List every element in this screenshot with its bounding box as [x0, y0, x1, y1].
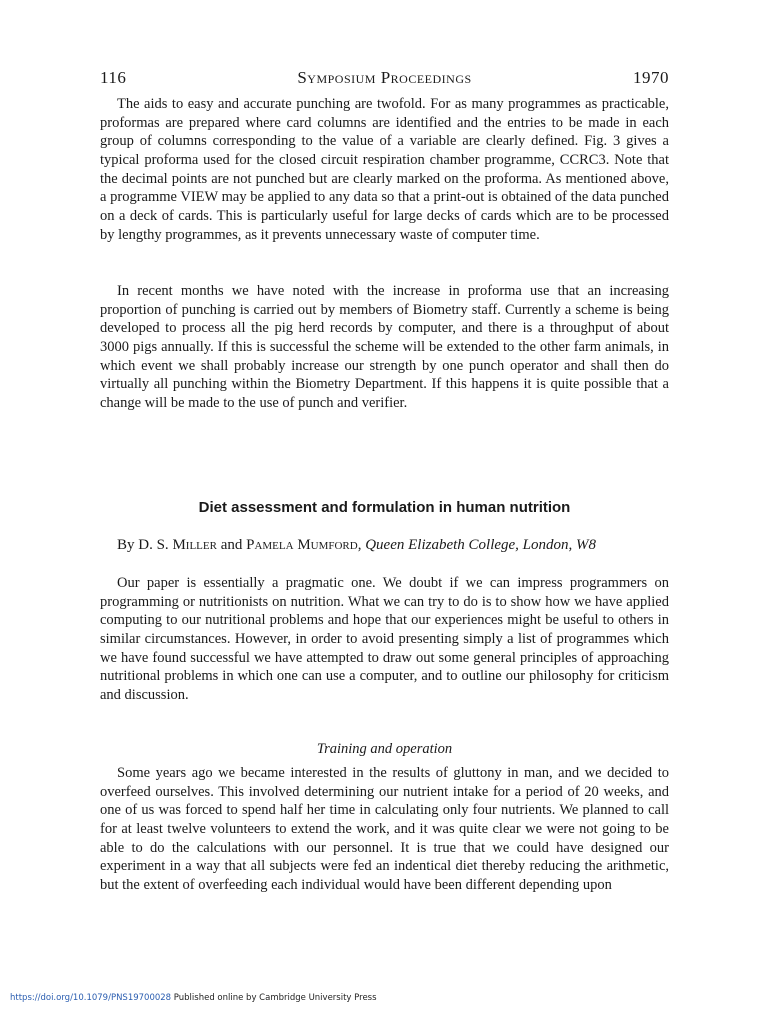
- publication-year: 1970: [633, 68, 669, 87]
- byline-comma: ,: [357, 537, 366, 553]
- byline-and: and: [216, 537, 247, 553]
- paragraph-text: Some years ago we became interested in the results of gluttony in man, and we decided to overfeed ourselves. This involved determining our nutrient intake for a period of 20 weeks, and one of us was forced to spend half her time in calculating only four nutrients. We planned to call for at least twelve volunteers to extend the work, and it was quite clear we were not going to be able to do the calculations with our personnel. It is true that we could have designed our experiment in a way that all subjects were fed an indentical diet thereby reducing the arithmetic, but the extent of overfeeding each individual would have been different depending upon: [100, 765, 669, 893]
- author-mumford: Mumford: [293, 537, 358, 553]
- paragraph-text: Our paper is essentially a pragmatic one. We doubt if we can impress programmers on programming or nutritionists on nutrition. What we can try to do is to show how we have applied computing to our nutritional problems and hope that our experiences might be useful to others in similar circumstances. However, in order to avoid presenting simply a list of programmes which we have found successful we have attempted to draw out some general principles of approaching nutritional problems in which one can use a computer, and to outline our philosophy for criticism and discussion.: [100, 575, 669, 703]
- paragraph-text: In recent months we have noted with the increase in proforma use that an increasing proportion of punching is carried out by members of Biometry staff. Currently a scheme is being developed to process all the pig herd records by computer, and there is a throughput of about 3000 pigs annually. If this is successful the scheme will be extended to the other farm animals, in which event we shall probably increase our strength by one punch operator and shall then do virtually all punching within the Biometry Department. If this happens it is quite possible that a change will be made to the use of punch and verifier.: [100, 283, 669, 411]
- running-title: Symposium Proceedings: [297, 68, 472, 87]
- article-byline: [117, 537, 669, 554]
- running-head: [100, 68, 669, 92]
- doi-link[interactable]: https://doi.org/10.1079/PNS19700028: [10, 993, 172, 1003]
- page-number: 116: [100, 68, 127, 87]
- section-heading: Training and operation: [316, 741, 453, 757]
- paragraph-pragmatic: [100, 574, 669, 705]
- paragraph-text: The aids to easy and accurate punching are twofold. For as many programmes as practicable, proformas are prepared where card columns are identified and the entries to be made in each group of columns corresponding to the value of a variable are clearly defined. Fig. 3 gives a typical proforma used for the closed circuit respiration chamber programme, CCRC3. Note that the decimal points are not punched but are clearly marked on the proforma. As mentioned above, a programme VIEW may be applied to any data so that a print-out is obtained of the data punched on a deck of cards. This is particularly useful for large decks of cards which are to be processed by lengthy programmes, as it prevents unnecessary waste of computer time.: [100, 96, 669, 243]
- byline-by: By D. S.: [117, 537, 173, 553]
- author-affiliation: Queen Elizabeth College, London, W8: [365, 537, 597, 553]
- article-title: Diet assessment and formulation in human nutrition: [198, 499, 571, 516]
- author-pamela: Pamela: [246, 537, 294, 553]
- page-footer: [10, 993, 377, 1003]
- author-miller: Miller: [172, 537, 217, 553]
- paragraph-biometry-punching: [100, 282, 669, 413]
- paragraph-proforma: [100, 95, 669, 244]
- paragraph-gluttony: [100, 764, 669, 895]
- published-online-note: Published online by Cambridge University Press: [171, 993, 377, 1003]
